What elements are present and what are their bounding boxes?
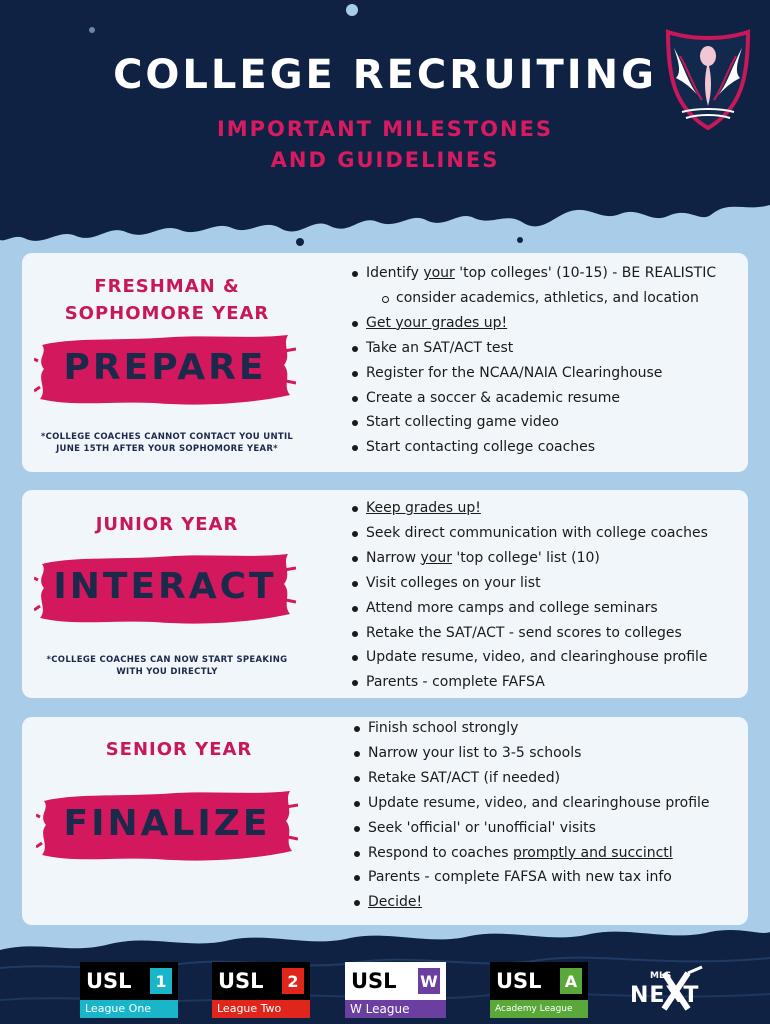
logo-usl-w-league	[345, 962, 446, 1018]
page-subtitle-line2: AND GUIDELINES	[270, 148, 500, 172]
milestone-list	[354, 716, 710, 915]
coach-contact-note	[22, 654, 312, 678]
stage-banner	[34, 550, 296, 630]
page-subtitle-line1: IMPORTANT MILESTONES	[216, 117, 554, 141]
logo-badge: 2	[282, 968, 304, 994]
coach-contact-note	[22, 431, 312, 455]
logo-wordmark: USL	[496, 969, 542, 993]
milestone-card-freshman-sophomore	[22, 253, 748, 472]
logo-wordmark: USL	[351, 969, 397, 993]
stage-banner	[36, 787, 298, 867]
list-item: Visit colleges on your list	[352, 571, 708, 596]
logo-label: League Two	[212, 1000, 310, 1018]
milestone-list	[352, 261, 716, 460]
stage-label: PREPARE	[63, 347, 267, 388]
club-crest-icon	[662, 26, 754, 132]
list-item: Respond to coaches promptly and succinctl	[354, 841, 710, 866]
logo-mls-next	[628, 965, 708, 1015]
logo-label: League One	[80, 1000, 178, 1018]
logo-badge: W	[418, 968, 440, 994]
year-heading-line2: SOPHOMORE YEAR	[64, 303, 270, 324]
list-item: Decide!	[354, 890, 710, 915]
list-item: Create a soccer & academic resume	[352, 386, 716, 411]
list-item: Identify your 'top colleges' (10-15) - BE REALISTIC	[352, 261, 716, 286]
logo-usl-league-one	[80, 962, 178, 1018]
list-item: Update resume, video, and clearinghouse profile	[354, 791, 710, 816]
year-heading-line1: JUNIOR YEAR	[95, 514, 239, 535]
mls-next-small: MLS	[650, 971, 672, 981]
note-line2: JUNE 15TH AFTER YOUR SOPHOMORE YEAR*	[56, 444, 278, 454]
year-heading	[34, 736, 324, 763]
list-item: Update resume, video, and clearinghouse profile	[352, 645, 708, 670]
milestone-list	[352, 496, 708, 695]
list-subitem: consider academics, athletics, and location	[352, 286, 716, 311]
year-heading	[22, 273, 312, 327]
list-item: Finish school strongly	[354, 716, 710, 741]
logo-usl-league-two	[212, 962, 310, 1018]
note-line1: *COLLEGE COACHES CANNOT CONTACT YOU UNTIL	[40, 432, 294, 442]
year-heading-line1: SENIOR YEAR	[105, 739, 253, 760]
list-item: Retake the SAT/ACT - send scores to colleges	[352, 621, 708, 646]
logo-wordmark: USL	[86, 969, 132, 993]
list-item: Retake SAT/ACT (if needed)	[354, 766, 710, 791]
stage-label: FINALIZE	[63, 803, 271, 844]
stage-label: INTERACT	[53, 566, 277, 607]
mls-next-big: NEXT	[630, 983, 700, 1008]
milestone-card-senior	[22, 717, 748, 925]
note-line2: WITH YOU DIRECTLY	[116, 667, 218, 677]
list-item: Start collecting game video	[352, 410, 716, 435]
page-title: COLLEGE RECRUITING	[113, 52, 657, 98]
logo-label: W League	[345, 1000, 446, 1018]
year-heading-line1: FRESHMAN &	[94, 276, 240, 297]
list-item: Register for the NCAA/NAIA Clearinghouse	[352, 361, 716, 386]
note-line1: *COLLEGE COACHES CAN NOW START SPEAKING	[46, 655, 288, 665]
list-item: Parents - complete FAFSA	[352, 670, 708, 695]
list-item: Narrow your 'top college' list (10)	[352, 546, 708, 571]
list-item: Parents - complete FAFSA with new tax info	[354, 865, 710, 890]
logo-usl-academy-league	[490, 962, 588, 1018]
list-item: Take an SAT/ACT test	[352, 336, 716, 361]
list-item: Start contacting college coaches	[352, 435, 716, 460]
logo-label: Academy League	[490, 1000, 588, 1018]
list-item: Get your grades up!	[352, 311, 716, 336]
logo-badge: A	[560, 968, 582, 994]
logo-wordmark: USL	[218, 969, 264, 993]
list-item: Narrow your list to 3-5 schools	[354, 741, 710, 766]
milestone-card-junior	[22, 490, 748, 698]
stage-banner	[34, 331, 296, 411]
logo-badge: 1	[150, 968, 172, 994]
list-item: Attend more camps and college seminars	[352, 596, 708, 621]
year-heading	[22, 511, 312, 538]
list-item: Seek direct communication with college coaches	[352, 521, 708, 546]
list-item: Keep grades up!	[352, 496, 708, 521]
list-item: Seek 'official' or 'unofficial' visits	[354, 816, 710, 841]
